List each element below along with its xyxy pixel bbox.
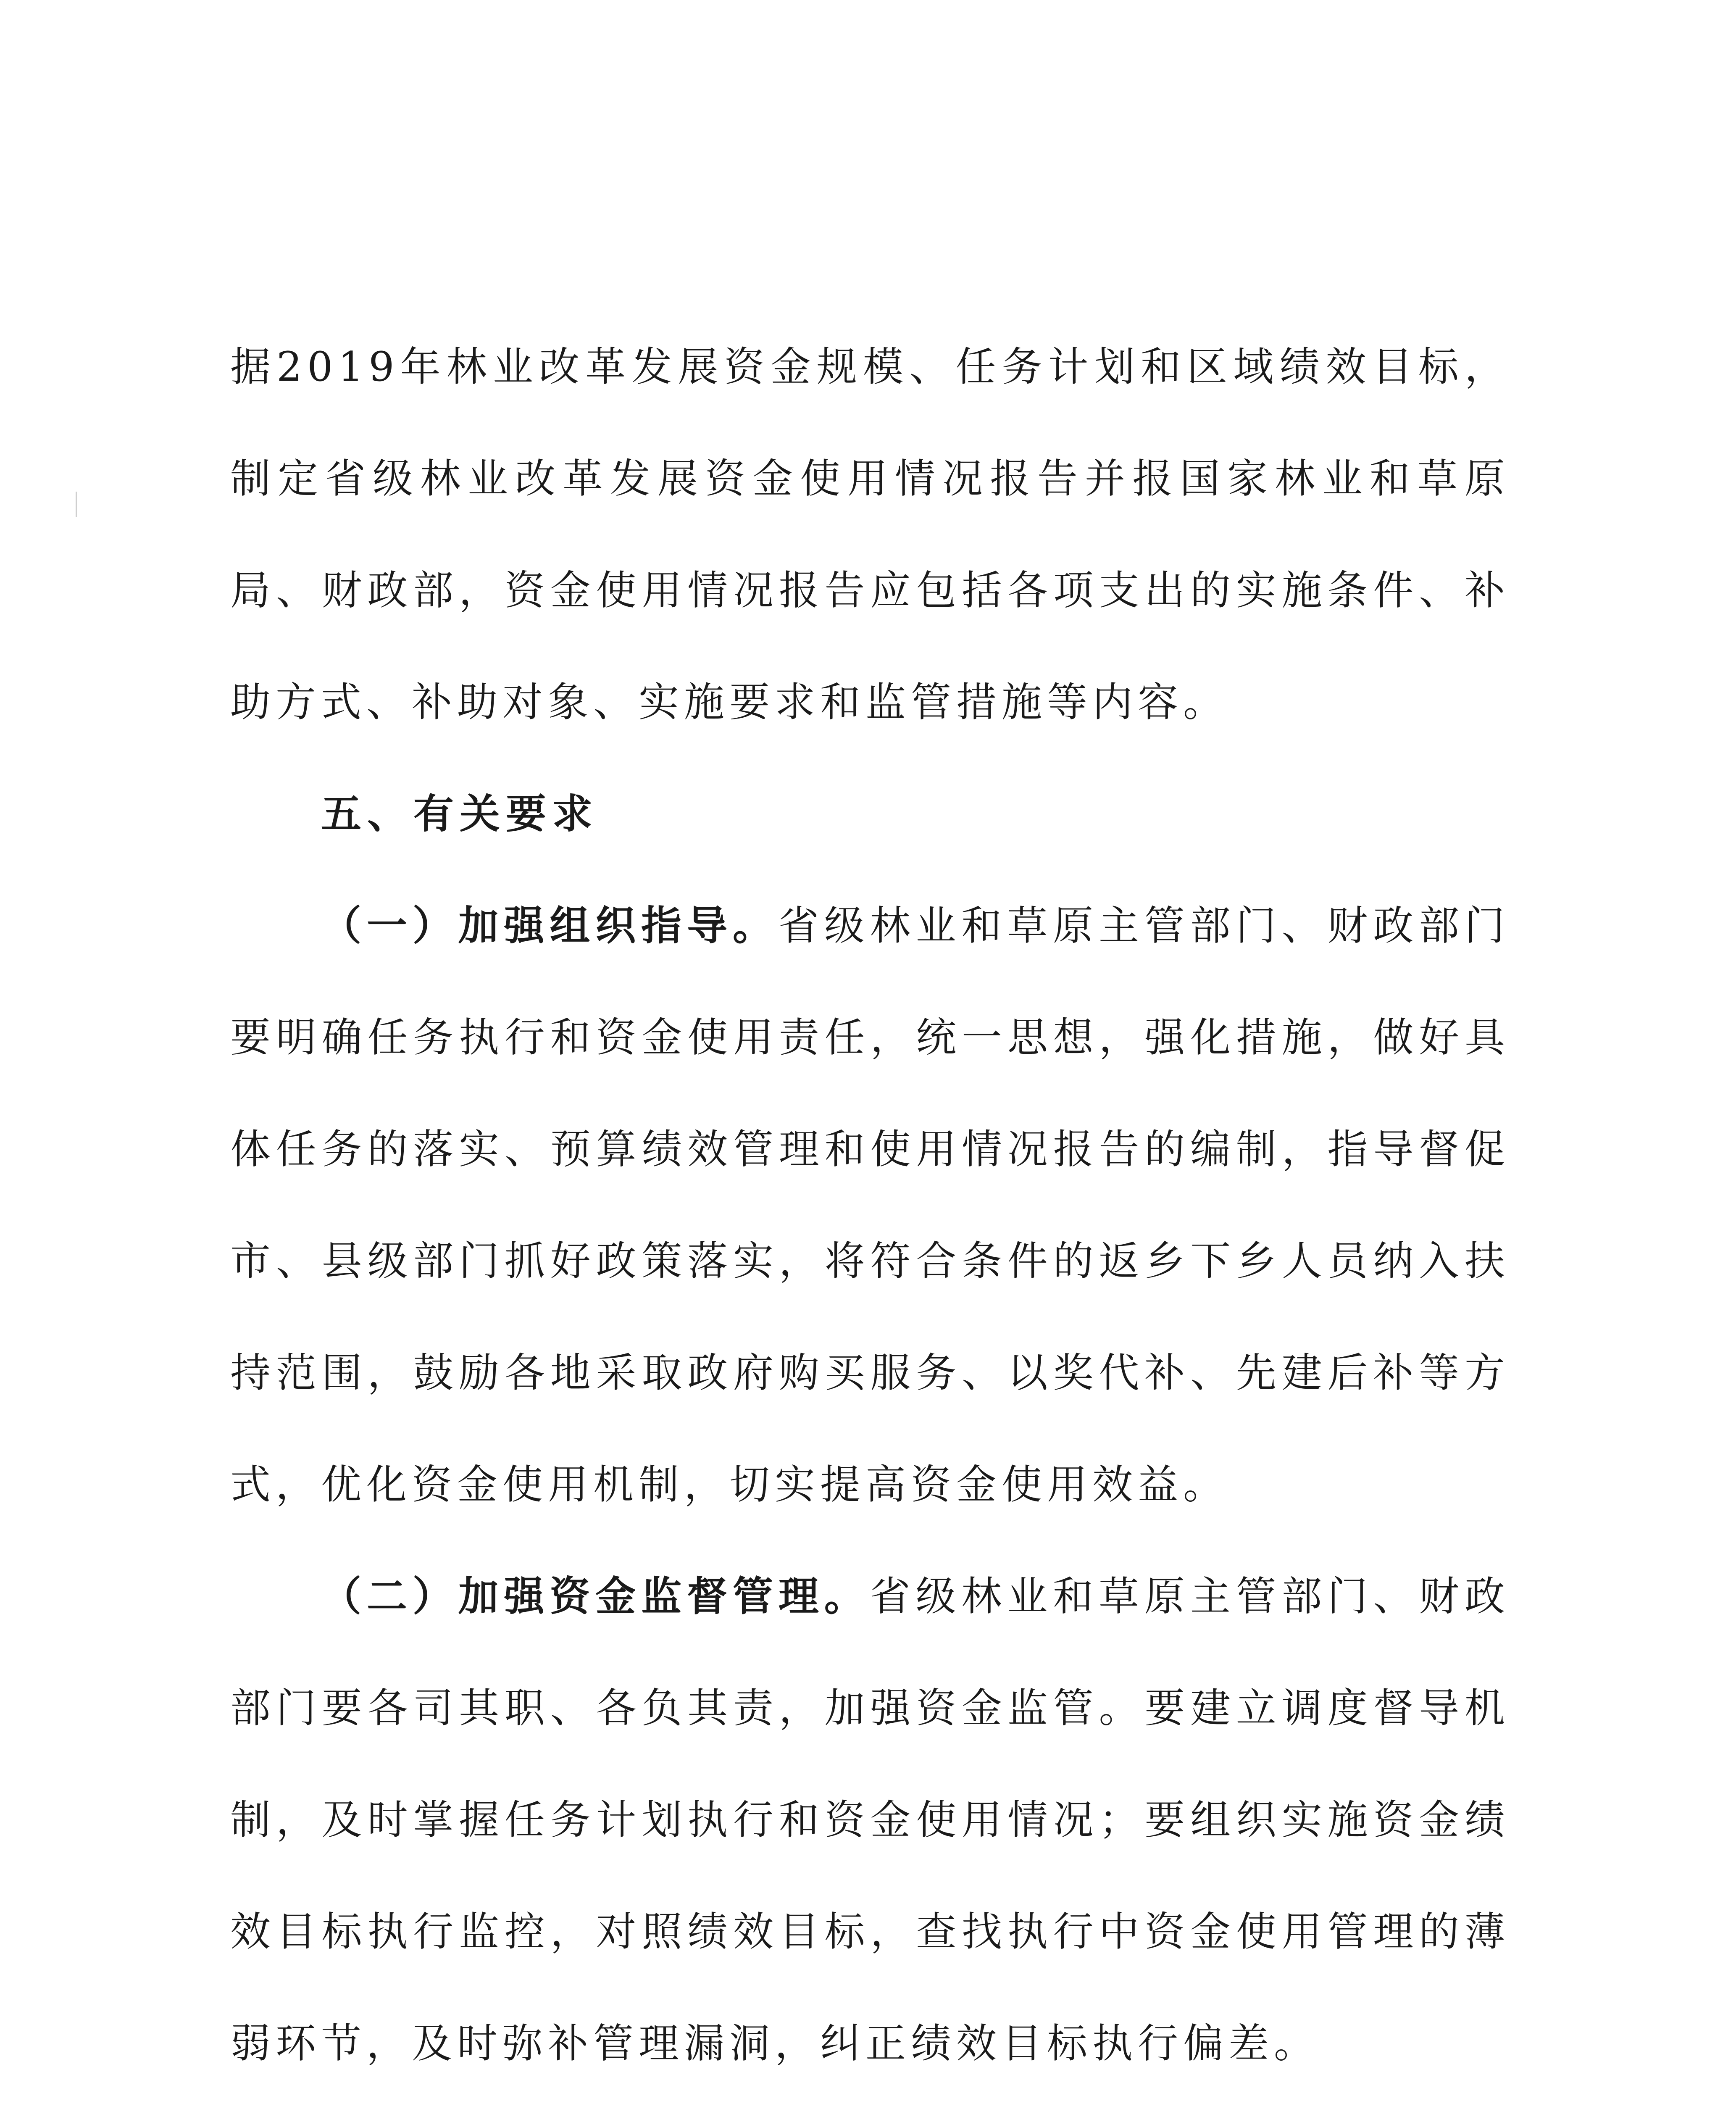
scan-mark bbox=[76, 492, 77, 517]
section-heading-text: 五、有关要求 bbox=[321, 790, 598, 837]
paragraph-organization-guidance bbox=[230, 870, 1510, 1540]
paragraph-text: 省级林业和草原主管部门、财政部门要各司其职、各负其责，加强资金监管。要建立调度督导机制，及时掌握任务计划执行和资金使用情况；要组织实施资金绩效目标执行监控，对照绩效目标，查找执行中资金使用管理的薄弱环节，及时弥补管理漏洞，纠正绩效目标执行偏差。 bbox=[230, 1573, 1510, 2067]
paragraph-lead: （一）加强组织指导。 bbox=[321, 902, 779, 949]
body-text bbox=[230, 311, 1510, 2101]
paragraph-text: 据2019年林业改革发展资金规模、任务计划和区域绩效目标，制定省级林业改革发展资金使用情况报告并报国家林业和草原局、财政部，资金使用情况报告应包括各项支出的实施条件、补助方式、补助对象、实施要求和监管措施等内容。 bbox=[230, 343, 1510, 726]
paragraph-submit-materials bbox=[230, 2099, 1510, 2101]
section-heading bbox=[230, 758, 1510, 870]
paragraph-fund-supervision bbox=[230, 1540, 1510, 2099]
paragraph-continuation bbox=[230, 311, 1510, 758]
paragraph-lead: （二）加强资金监督管理。 bbox=[321, 1572, 870, 1620]
paragraph-text: 省级林业和草原主管部门、财政部门要明确任务执行和资金使用责任，统一思想，强化措施，做好具体任务的落实、预算绩效管理和使用情况报告的编制，指导督促市、县级部门抓好政策落实，将符合条件的返乡下乡人员纳入扶持范围，鼓励各地采取政府购买服务、以奖代补、先建后补等方式，优化资金使用机制，切实提高资金使用效益。 bbox=[230, 902, 1510, 1508]
